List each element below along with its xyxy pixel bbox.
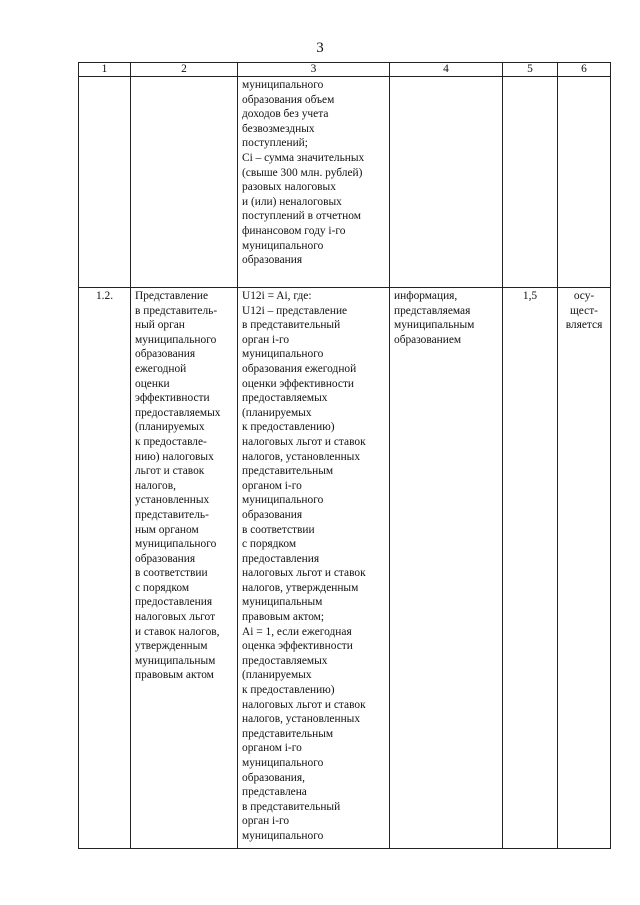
text-line: муниципальным [394, 319, 475, 332]
text-line: представитель- [135, 508, 209, 521]
text-line: оценка эффективности [242, 640, 353, 653]
text-line: образования ежегодной [242, 362, 357, 375]
text-line: образования [135, 348, 196, 361]
text-line: щест- [570, 304, 598, 317]
status-cell [558, 77, 611, 288]
text-line: налоговых льгот [135, 611, 216, 624]
text-line: предоставляемых [242, 654, 328, 667]
text-line: оценки эффективности [242, 377, 355, 390]
text-line: ный орган [135, 319, 185, 332]
text-line: в соответствии [135, 567, 208, 580]
text-line: налоговых льгот и ставок [242, 567, 366, 580]
text-line: поступлений в отчетном [242, 210, 361, 223]
weight-cell: 1,5 [503, 288, 558, 849]
text-line: с порядком [135, 581, 190, 594]
indicator-table [78, 62, 611, 849]
row-number-cell: 1.2. [79, 288, 131, 849]
formula-cell [238, 288, 390, 849]
text-line: налогов, установленных [242, 450, 361, 463]
page-number: 3 [316, 40, 324, 56]
indicator-cell [131, 288, 238, 849]
text-line: к предоставлению) [242, 421, 335, 434]
text-line: утвержденным [135, 640, 208, 653]
text-line: разовых налоговых [242, 181, 336, 194]
text-line: (планируемых [242, 406, 312, 419]
text-line: Представление [135, 290, 209, 302]
text-line: (свыше 300 млн. рублей) [242, 166, 363, 179]
text-line: предоставляемых [242, 392, 328, 405]
text-line: представлена [242, 786, 307, 799]
column-number-4: 4 [390, 63, 503, 77]
column-number-5: 5 [503, 63, 558, 77]
text-line: органом i-го [242, 479, 302, 492]
text-line: и ставок налогов, [135, 625, 220, 638]
text-line: образования, [242, 771, 305, 784]
text-line: и (или) неналоговых [242, 195, 342, 208]
text-line: муниципального [242, 239, 324, 252]
text-line: муниципального [242, 348, 324, 361]
text-line: в соответствии [242, 523, 315, 536]
text-line: в представительный [242, 319, 341, 332]
text-line: эффективности [135, 392, 210, 405]
text-line: ежегодной [135, 362, 187, 375]
text-line: орган i-го [242, 815, 290, 828]
text-line: в представитель- [135, 304, 218, 317]
text-line: орган i-го [242, 333, 290, 346]
text-line: доходов без учета [242, 108, 329, 121]
text-line: правовым актом [135, 669, 214, 682]
text-line: предоставления [242, 552, 320, 565]
text-line: муниципального [242, 829, 324, 842]
source-cell [390, 288, 503, 849]
text-line: (планируемых [242, 669, 312, 682]
row-number-cell [79, 77, 131, 288]
text-line: образования [135, 552, 196, 565]
text-line: в представительный [242, 800, 341, 813]
text-line: с порядком [242, 538, 297, 551]
text-line: муниципального [242, 79, 324, 91]
text-line: U12i – представление [242, 304, 348, 317]
text-line: налоговых льгот и ставок [242, 698, 366, 711]
text-line: представляемая [394, 304, 471, 317]
text-line: образования [242, 254, 303, 267]
column-number-3: 3 [238, 63, 390, 77]
text-line: правовым актом; [242, 611, 325, 624]
text-line: образованием [394, 333, 462, 346]
formula-cell [238, 77, 390, 288]
text-line: предоставляемых [135, 406, 221, 419]
weight-cell [503, 77, 558, 288]
text-line: налогов, установленных [242, 713, 361, 726]
table-header-row [79, 63, 611, 77]
text-line: предоставления [135, 596, 213, 609]
text-line: нию) налоговых [135, 450, 214, 463]
column-number-6: 6 [558, 63, 611, 77]
text-line: налоговых льгот и ставок [242, 435, 366, 448]
text-line: Ci – сумма значительных [242, 151, 365, 164]
text-line: финансовом году i-го [242, 224, 346, 237]
text-line: муниципального [135, 333, 217, 346]
text-line: (планируемых [135, 421, 205, 434]
text-line: оценки [135, 377, 170, 390]
text-line: U12i = Ai, где: [242, 290, 312, 302]
status-cell [558, 288, 611, 849]
source-cell [390, 77, 503, 288]
text-line: информация, [394, 290, 458, 302]
text-line: муниципального [135, 538, 217, 551]
text-line: вляется [565, 319, 603, 332]
text-line: ным органом [135, 523, 199, 536]
text-line: Ai = 1, если ежегодная [242, 625, 352, 638]
text-line: безвозмездных [242, 122, 315, 135]
text-line: муниципального [242, 757, 324, 769]
table-row [79, 77, 611, 288]
text-line: представительным [242, 727, 334, 740]
text-line: к предоставле- [135, 435, 207, 448]
text-line: муниципальным [135, 654, 216, 667]
text-line: поступлений; [242, 137, 308, 150]
text-line: к предоставлению) [242, 684, 335, 697]
text-line: налогов, [135, 479, 176, 492]
column-number-1: 1 [79, 63, 131, 77]
text-line: осу- [573, 290, 595, 302]
column-number-2: 2 [131, 63, 238, 77]
table-row [79, 288, 611, 849]
text-line: установленных [135, 494, 210, 507]
text-line: образования [242, 508, 303, 521]
text-line: льгот и ставок [135, 465, 205, 478]
text-line: налогов, утвержденным [242, 581, 359, 594]
text-line: органом i-го [242, 742, 302, 755]
text-line: представительным [242, 465, 334, 478]
text-line: образования объем [242, 93, 335, 106]
indicator-cell [131, 77, 238, 288]
text-line: муниципального [242, 494, 324, 507]
text-line: муниципальным [242, 596, 323, 609]
